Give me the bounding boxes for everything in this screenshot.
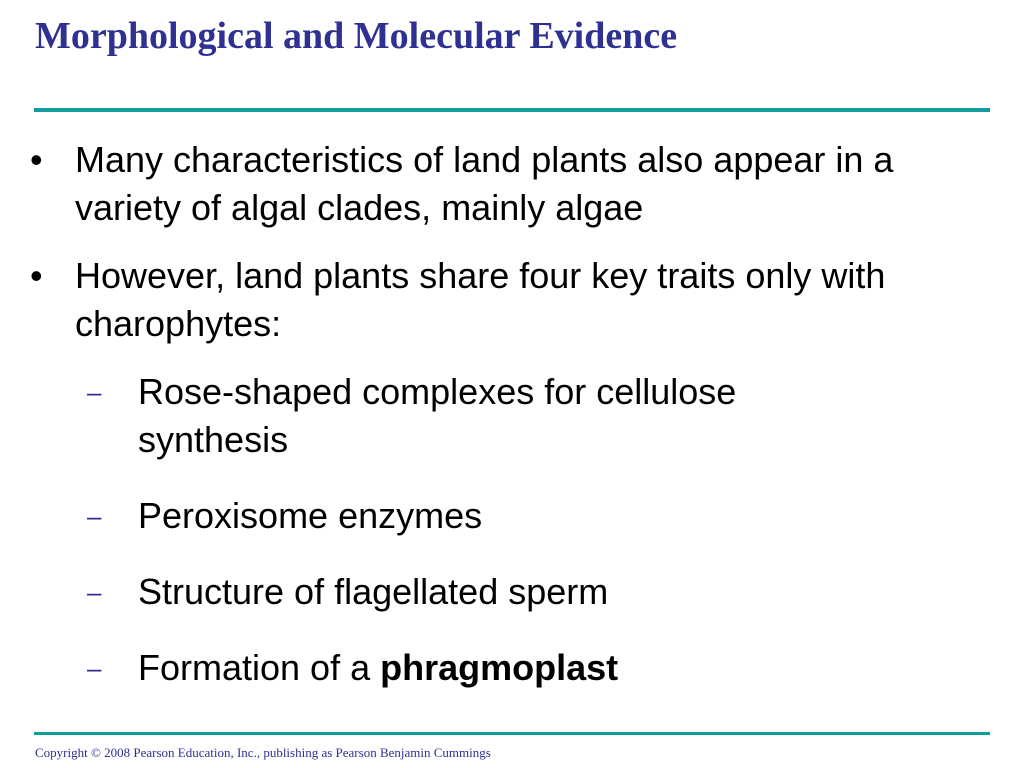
sub-bullet-text — [138, 644, 838, 692]
sub-bullet-item — [0, 644, 838, 692]
bullet-marker: • — [30, 255, 43, 296]
emphasized-term: phragmoplast — [380, 647, 619, 688]
dash-marker: – — [87, 577, 102, 607]
footer-divider — [34, 732, 990, 735]
copyright-footer: Copyright © 2008 Pearson Education, Inc., publishing as Pearson Benjamin Cummings — [35, 745, 491, 760]
slide-body — [0, 136, 1024, 720]
sub-bullet-item — [0, 568, 838, 616]
bullet-text: However, land plants share four key traits only with charophytes: — [75, 255, 886, 344]
title-divider — [34, 108, 990, 112]
sub-bullet-item — [0, 492, 838, 540]
bullet-item — [0, 136, 955, 232]
sub-bullet-text-plain: Formation of a — [138, 647, 381, 688]
sub-bullet-item — [0, 368, 838, 464]
slide-title: Morphological and Molecular Evidence — [35, 15, 678, 57]
dash-marker: – — [87, 377, 102, 407]
bullet-marker: • — [30, 139, 43, 180]
sub-bullet-text: Peroxisome enzymes — [138, 495, 483, 536]
dash-marker: – — [87, 501, 102, 531]
bullet-text: Many characteristics of land plants also appear in a variety of algal clades, mainly algae — [75, 139, 894, 228]
sub-bullet-text: Rose-shaped complexes for cellulose synthesis — [138, 371, 737, 460]
bullet-item — [0, 252, 955, 348]
sub-bullet-text: Structure of flagellated sperm — [138, 571, 609, 612]
dash-marker: – — [87, 653, 102, 683]
